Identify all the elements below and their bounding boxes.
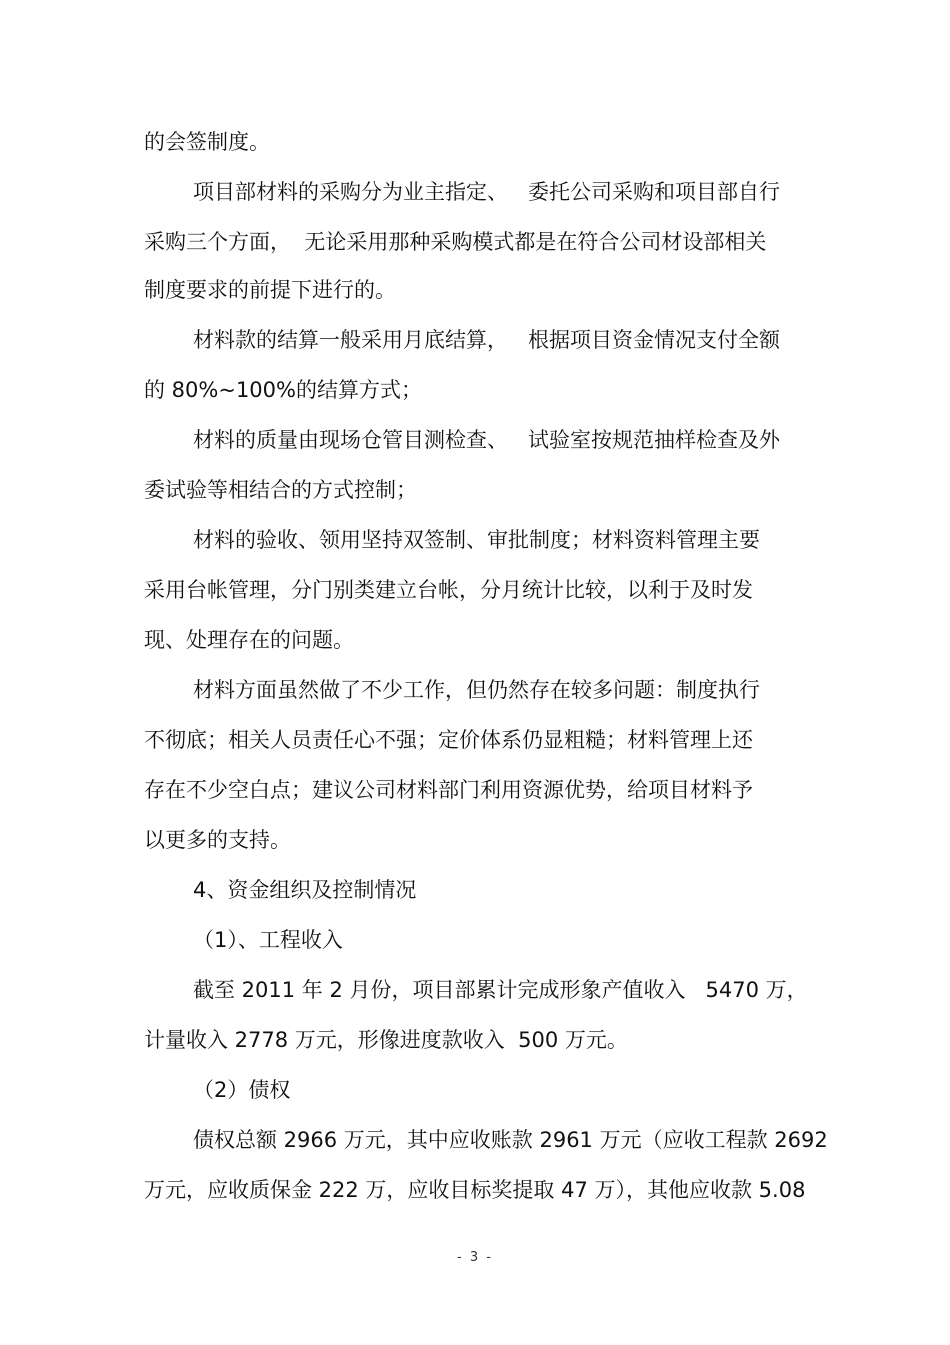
text-line: 以更多的支持。: [144, 828, 291, 852]
text-line: 存在不少空白点；建议公司材料部门利用资源优势，给项目材料予: [144, 778, 753, 802]
text-line: 的会签制度。: [144, 130, 270, 154]
text-line: 现、处理存在的问题。: [144, 628, 354, 652]
subsection-heading: （1）、工程收入: [193, 928, 343, 952]
text-line: 债权总额 2966 万元，其中应收账款 2961 万元（应收工程款 2692: [193, 1128, 828, 1152]
subsection-heading: （2）债权: [193, 1078, 291, 1102]
text-line: 采用台帐管理，分门别类建立台帐，分月统计比较，以利于及时发: [144, 578, 753, 602]
text-line: 委试验等相结合的方式控制；: [144, 478, 417, 502]
text-line: 材料的验收、领用坚持双签制、审批制度；材料资料管理主要: [193, 528, 760, 552]
text-line: 材料的质量由现场仓管目测检查、 试验室按规范抽样检查及外: [193, 428, 781, 452]
text-line: 计量收入 2778 万元，形像进度款收入 500 万元。: [144, 1028, 628, 1052]
text-line: 采购三个方面， 无论采用那种采购模式都是在符合公司材设部相关: [144, 230, 767, 254]
text-line: 项目部材料的采购分为业主指定、 委托公司采购和项目部自行: [193, 180, 781, 204]
text-line: 材料方面虽然做了不少工作，但仍然存在较多问题：制度执行: [193, 678, 760, 702]
text-line: 不彻底；相关人员责任心不强；定价体系仍显粗糙；材料管理上还: [144, 728, 753, 752]
text-line: 截至 2011 年 2 月份，项目部累计完成形象产值收入 5470 万，: [193, 978, 808, 1002]
text-line: 万元，应收质保金 222 万，应收目标奖提取 47 万），其他应收款 5.08: [144, 1178, 806, 1202]
text-line: 材料款的结算一般采用月底结算， 根据项目资金情况支付全额: [193, 328, 781, 352]
page-number: - 3 -: [457, 1250, 493, 1265]
text-line: 制度要求的前提下进行的。: [144, 278, 396, 302]
text-line: 的 80%~100%的结算方式；: [144, 378, 422, 402]
section-heading: 4、资金组织及控制情况: [193, 878, 417, 902]
